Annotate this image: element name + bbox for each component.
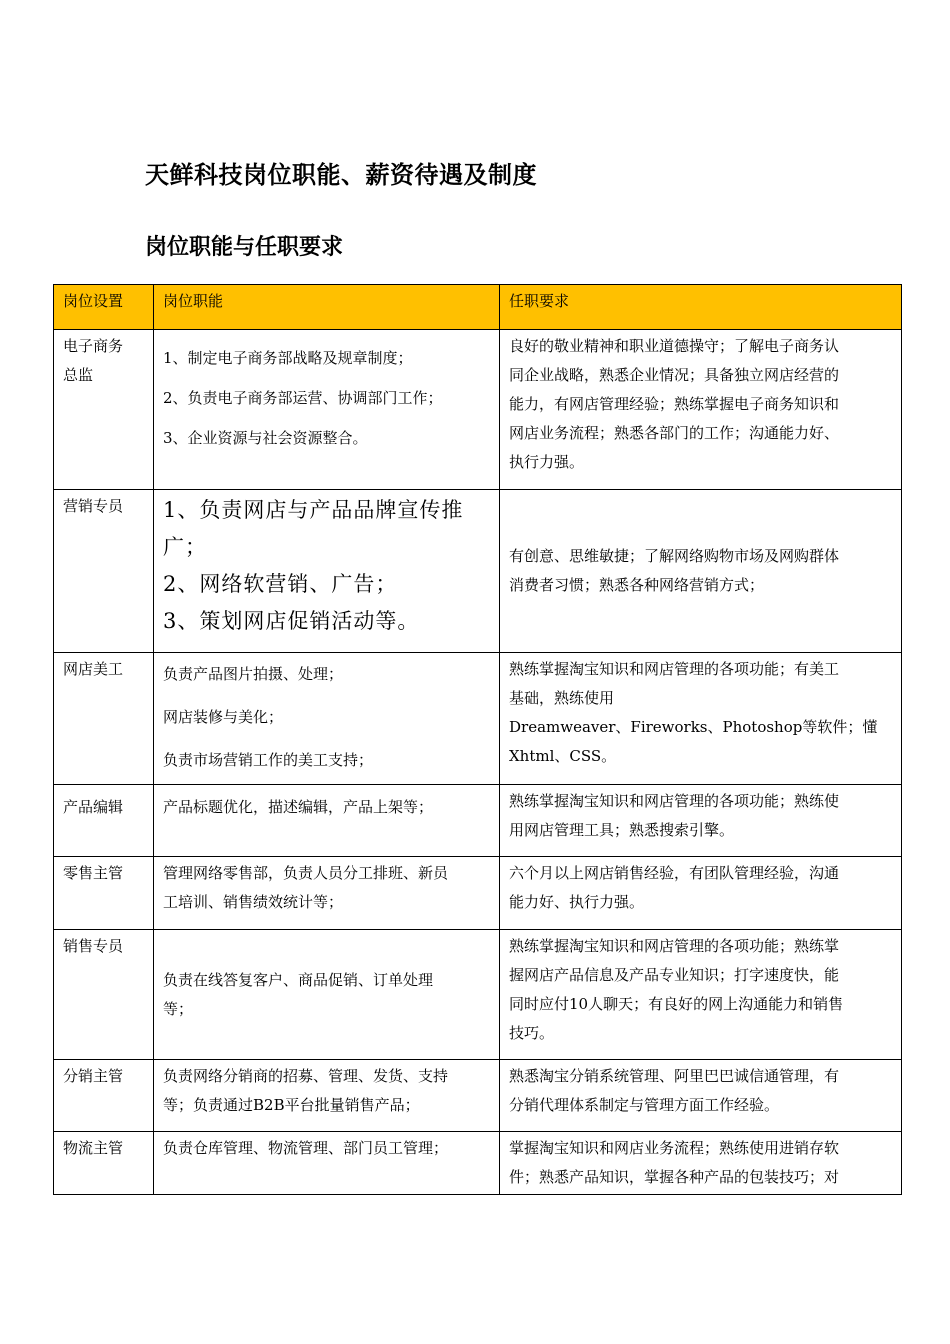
requirement-line: 握网店产品信息及产品专业知识；打字速度快，能 <box>509 966 840 984</box>
table-row <box>54 330 902 490</box>
requirement-line: 能力，有网店管理经验；熟练掌握电子商务知识和 <box>509 395 840 413</box>
duty-line: 1、制定电子商务部战略及规章制度； <box>163 349 413 367</box>
table-row <box>54 1060 902 1132</box>
requirements-cell <box>500 653 902 785</box>
duty-line: 2、网络软营销、广告； <box>163 572 398 596</box>
duty-line: 工培训、销售绩效统计等； <box>163 893 344 911</box>
duty-line: 3、企业资源与社会资源整合。 <box>163 429 368 447</box>
requirements-cell <box>500 490 902 653</box>
table-row <box>54 930 902 1060</box>
requirement-line: Xhtml、CSS。 <box>509 747 617 765</box>
requirement-line: 掌握淘宝知识和网店业务流程；熟练使用进销存软 <box>509 1139 840 1157</box>
post-cell <box>54 1060 154 1132</box>
requirement-line: 执行力强。 <box>509 453 585 471</box>
post-line: 物流主管 <box>63 1139 124 1157</box>
requirement-line: Dreamweaver、Fireworks、Photoshop等软件；懂 <box>509 718 878 736</box>
duty-line: 负责在线答复客户、商品促销、订单处理 <box>163 970 434 989</box>
requirements-cell <box>500 930 902 1060</box>
requirement-line: 网店业务流程；熟悉各部门的工作；沟通能力好、 <box>509 424 840 442</box>
post-cell <box>54 330 154 490</box>
requirements-cell <box>500 785 902 857</box>
post-cell <box>54 930 154 1060</box>
requirement-line: 技巧。 <box>509 1024 555 1042</box>
section-title: 岗位职能与任职要求 <box>145 235 344 260</box>
requirements-cell <box>500 1132 902 1195</box>
requirements-cell <box>500 857 902 930</box>
table-row <box>54 653 902 785</box>
table-header-row <box>54 285 902 330</box>
requirements-cell <box>500 1060 902 1132</box>
post-cell <box>54 490 154 653</box>
requirement-line: 熟练掌握淘宝知识和网店管理的各项功能；有美工 <box>509 660 840 678</box>
requirement-line: 分销代理体系制定与管理方面工作经验。 <box>509 1096 780 1114</box>
document-title: 天鲜科技岗位职能、薪资待遇及制度 <box>145 161 537 189</box>
requirement-line: 件；熟悉产品知识，掌握各种产品的包装技巧；对 <box>509 1168 840 1186</box>
duties-cell <box>154 1060 500 1132</box>
requirement-line: 能力好、执行力强。 <box>509 893 645 911</box>
duty-line: 3、策划网店促销活动等。 <box>163 609 420 633</box>
duty-line: 广； <box>163 535 207 559</box>
post-line: 网店美工 <box>63 660 124 678</box>
duties-cell <box>154 490 500 653</box>
post-cell <box>54 1132 154 1195</box>
requirement-line: 同时应付10人聊天；有良好的网上沟通能力和销售 <box>509 995 844 1013</box>
header-post: 岗位设置 <box>54 285 154 330</box>
post-line: 产品编辑 <box>63 798 124 816</box>
duty-line: 等； <box>163 999 194 1018</box>
post-line: 分销主管 <box>63 1067 124 1085</box>
duty-line: 产品标题优化，描述编辑，产品上架等； <box>163 798 434 816</box>
requirements-cell <box>500 330 902 490</box>
header-requirements: 任职要求 <box>500 285 902 330</box>
table-row <box>54 857 902 930</box>
requirement-line: 良好的敬业精神和职业道德操守；了解电子商务认 <box>509 337 840 355</box>
requirement-line: 同企业战略，熟悉企业情况；具备独立网店经营的 <box>509 366 840 384</box>
requirement-line: 熟练掌握淘宝知识和网店管理的各项功能；熟练使 <box>509 792 840 810</box>
duty-line: 网店装修与美化； <box>163 708 284 726</box>
post-line: 销售专员 <box>63 937 124 955</box>
post-line: 总监 <box>63 366 94 384</box>
duty-line: 负责市场营销工作的美工支持； <box>163 751 374 769</box>
header-duties: 岗位职能 <box>154 285 500 330</box>
job-table <box>53 284 902 1195</box>
post-cell <box>54 857 154 930</box>
duty-line: 管理网络零售部，负责人员分工排班、新员 <box>163 864 449 882</box>
duty-line: 1、负责网店与产品品牌宣传推 <box>163 498 464 522</box>
post-cell <box>54 653 154 785</box>
duties-cell <box>154 785 500 857</box>
requirement-line: 六个月以上网店销售经验，有团队管理经验，沟通 <box>509 864 840 882</box>
duty-line: 负责产品图片拍摄、处理； <box>163 665 344 683</box>
duty-line: 负责仓库管理、物流管理、部门员工管理； <box>163 1139 449 1157</box>
duty-line: 负责网络分销商的招募、管理、发货、支持 <box>163 1067 449 1085</box>
requirement-line: 消费者习惯；熟悉各种网络营销方式； <box>509 576 765 594</box>
table-row <box>54 785 902 857</box>
requirement-line: 熟悉淘宝分销系统管理、阿里巴巴诚信通管理，有 <box>509 1067 840 1085</box>
requirement-line: 有创意、思维敏捷；了解网络购物市场及网购群体 <box>509 547 840 565</box>
duties-cell <box>154 330 500 490</box>
duties-cell <box>154 930 500 1060</box>
post-line: 营销专员 <box>63 497 124 515</box>
post-cell <box>54 785 154 857</box>
duty-line: 等；负责通过B2B平台批量销售产品； <box>163 1096 420 1114</box>
duty-line: 2、负责电子商务部运营、协调部门工作； <box>163 389 443 407</box>
duties-cell <box>154 653 500 785</box>
table-row <box>54 490 902 653</box>
duties-cell <box>154 857 500 930</box>
requirement-line: 用网店管理工具；熟悉搜索引擎。 <box>509 821 735 839</box>
post-line: 零售主管 <box>63 864 124 882</box>
requirement-line: 基础，熟练使用 <box>509 689 615 707</box>
post-line: 电子商务 <box>63 337 124 355</box>
duties-cell <box>154 1132 500 1195</box>
table-row <box>54 1132 902 1195</box>
requirement-line: 熟练掌握淘宝知识和网店管理的各项功能；熟练掌 <box>509 937 840 955</box>
